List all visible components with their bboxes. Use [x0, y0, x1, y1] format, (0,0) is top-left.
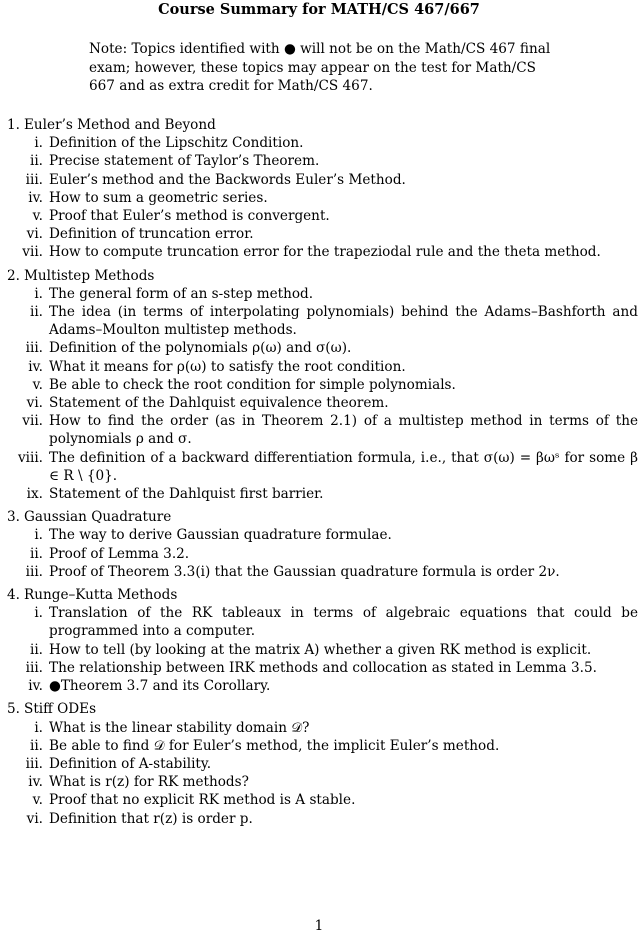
- item-text: How to find the order (as in Theorem 2.1) of a multistep method in terms of the polynomials ρ and σ.: [49, 413, 638, 448]
- item-number: i.: [34, 605, 43, 622]
- section-heading: [0, 508, 638, 526]
- item-number: iv.: [28, 774, 43, 791]
- list-item: [0, 285, 638, 303]
- section-title: Gaussian Quadrature: [24, 509, 172, 526]
- item-number: ii.: [29, 641, 43, 658]
- item-number: vii.: [22, 244, 43, 261]
- item-text: Be able to find 𝒟 for Euler’s method, the implicit Euler’s method.: [49, 737, 500, 754]
- item-text: Translation of the RK tableaux in terms of algebraic equations that could be programmed into a computer.: [49, 605, 638, 640]
- item-text: Proof of Lemma 3.2.: [49, 545, 190, 562]
- item-number: v.: [32, 376, 43, 393]
- item-text: How to sum a geometric series.: [49, 189, 268, 206]
- item-text: Definition of A-stability.: [49, 755, 212, 772]
- list-item: [0, 526, 638, 544]
- list-item: [0, 791, 638, 809]
- item-number: iv.: [28, 358, 43, 375]
- page-number: 1: [314, 918, 324, 934]
- section-title: Runge–Kutta Methods: [24, 587, 178, 604]
- item-text: Be able to check the root condition for simple polynomials.: [49, 376, 456, 393]
- list-item: [0, 358, 638, 376]
- item-number: ii.: [29, 737, 43, 754]
- list-item: [0, 641, 638, 659]
- section-number: 1.: [7, 117, 20, 133]
- item-text: Definition that r(z) is order p.: [49, 810, 253, 827]
- item-number: viii.: [17, 449, 43, 466]
- item-number: iii.: [25, 563, 43, 580]
- list-item: [0, 810, 638, 828]
- item-number: vii.: [22, 413, 43, 430]
- list-item: [0, 604, 638, 640]
- item-number: iii.: [25, 171, 43, 188]
- list-item: [0, 449, 638, 485]
- item-text: Proof that Euler’s method is convergent.: [49, 208, 330, 225]
- item-number: ii.: [29, 304, 43, 321]
- section-number: 5.: [7, 701, 20, 718]
- list-item: [0, 303, 638, 339]
- list-item: [0, 189, 638, 207]
- list-item: [0, 243, 638, 261]
- section-number: 4.: [7, 587, 20, 604]
- item-text: The way to derive Gaussian quadrature formulae.: [49, 527, 392, 544]
- section-number: 3.: [7, 509, 20, 526]
- item-number: iii.: [25, 340, 43, 357]
- list-item: [0, 659, 638, 677]
- list-item: [0, 152, 638, 170]
- list-item: [0, 225, 638, 243]
- list-item: [0, 755, 638, 773]
- section-heading: [0, 116, 638, 134]
- item-text: Definition of truncation error.: [49, 226, 254, 243]
- section: [0, 586, 638, 695]
- item-number: iii.: [25, 755, 43, 772]
- item-number: iv.: [28, 678, 43, 695]
- item-number: v.: [32, 208, 43, 225]
- item-number: i.: [34, 135, 43, 152]
- list-item: [0, 134, 638, 152]
- list-item: [0, 376, 638, 394]
- list-item: [0, 677, 638, 695]
- item-number: i.: [34, 719, 43, 736]
- item-number: v.: [32, 792, 43, 809]
- item-text: The idea (in terms of interpolating polynomials) behind the Adams–Bashforth and Adams–Moulton multistep methods.: [49, 304, 638, 339]
- item-text: Definition of the polynomials ρ(ω) and σ(ω).: [49, 340, 352, 357]
- item-text: The general form of an s-step method.: [49, 285, 314, 302]
- list-item: [0, 563, 638, 581]
- section: [0, 116, 638, 262]
- item-number: vi.: [26, 810, 43, 827]
- list-item: [0, 339, 638, 357]
- item-text: What is the linear stability domain 𝒟?: [49, 719, 310, 736]
- item-text: Proof of Theorem 3.3(i) that the Gaussian quadrature formula is order 2ν.: [49, 563, 560, 580]
- item-text: Proof that no explicit RK method is A stable.: [49, 792, 356, 809]
- item-number: vi.: [26, 226, 43, 243]
- section-title: Euler’s Method and Beyond: [24, 117, 216, 133]
- item-text: What it means for ρ(ω) to satisfy the root condition.: [49, 358, 406, 375]
- item-number: ix.: [26, 486, 43, 503]
- item-text: The definition of a backward differentiation formula, i.e., that σ(ω) = βωˢ for some β ∈ R \ {0}.: [49, 449, 638, 484]
- item-text: Statement of the Dahlquist first barrier.: [49, 486, 324, 503]
- item-number: i.: [34, 285, 43, 302]
- note-paragraph: Note: Topics identified with ● will not be on the Math/CS 467 final exam; however, these topics may appear on the test for Math/CS 667 and as extra credit for Math/CS 467.: [89, 41, 551, 94]
- section: [0, 700, 638, 827]
- list-item: [0, 773, 638, 791]
- item-number: i.: [34, 527, 43, 544]
- item-number: ii.: [29, 545, 43, 562]
- item-text: Definition of the Lipschitz Condition.: [49, 135, 304, 152]
- section-title: Stiff ODEs: [24, 701, 97, 718]
- item-text: Euler’s method and the Backwords Euler’s Method.: [49, 171, 406, 188]
- topic-list: [0, 116, 638, 833]
- list-item: [0, 207, 638, 225]
- item-number: vi.: [26, 395, 43, 412]
- item-text: What is r(z) for RK methods?: [49, 774, 249, 791]
- section-heading: [0, 267, 638, 285]
- item-number: iii.: [25, 659, 43, 676]
- section: [0, 267, 638, 504]
- section-number: 2.: [7, 267, 20, 284]
- list-item: [0, 545, 638, 563]
- section-heading: [0, 700, 638, 718]
- list-item: [0, 719, 638, 737]
- list-item: [0, 394, 638, 412]
- item-text: Statement of the Dahlquist equivalence theorem.: [49, 395, 389, 412]
- section-heading: [0, 586, 638, 604]
- section: [0, 508, 638, 581]
- item-text: The relationship between IRK methods and collocation as stated in Lemma 3.5.: [49, 659, 597, 676]
- list-item: [0, 737, 638, 755]
- list-item: [0, 171, 638, 189]
- list-item: [0, 412, 638, 448]
- section-title: Multistep Methods: [24, 267, 155, 284]
- item-text: ●Theorem 3.7 and its Corollary.: [49, 678, 271, 695]
- item-number: ii.: [29, 153, 43, 170]
- list-item: [0, 485, 638, 503]
- item-number: iv.: [28, 189, 43, 206]
- item-text: Precise statement of Taylor’s Theorem.: [49, 153, 320, 170]
- item-text: How to tell (by looking at the matrix A) whether a given RK method is explicit.: [49, 641, 592, 658]
- item-text: How to compute truncation error for the trapeziodal rule and the theta method.: [49, 244, 601, 261]
- page-title: Course Summary for MATH/CS 467/667: [158, 1, 480, 18]
